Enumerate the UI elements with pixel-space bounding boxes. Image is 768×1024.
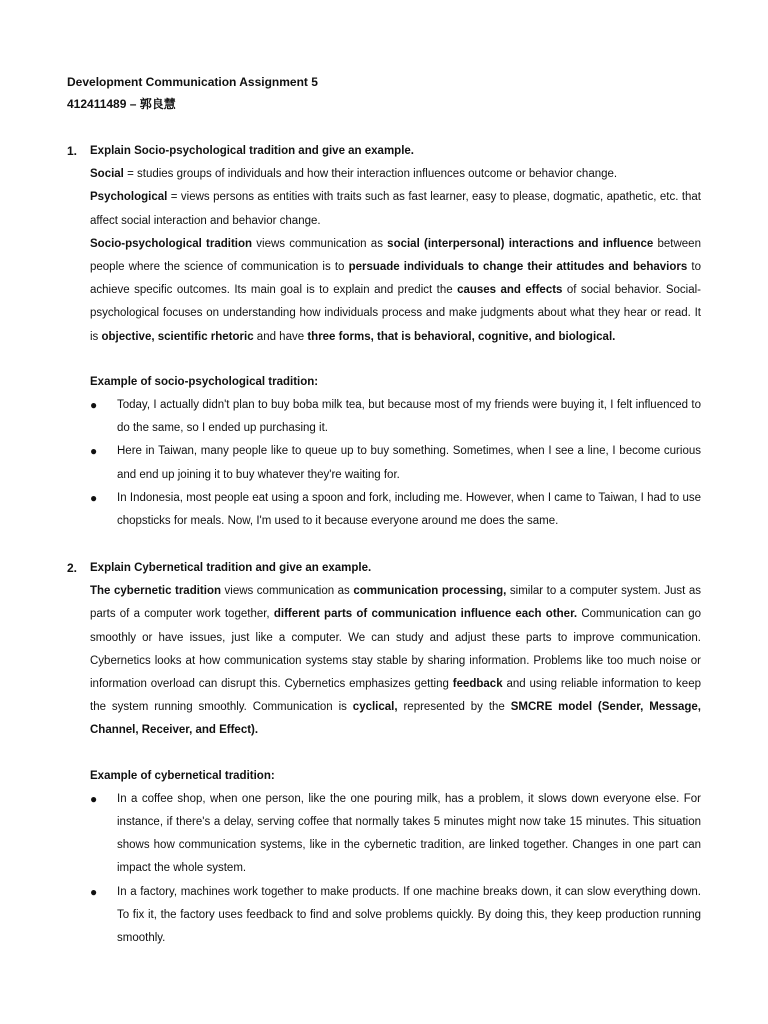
list-item-text: Today, I actually didn't plan to buy boba milk tea, but because most of my friends were buying it, I felt influenced to do the same, so I ended up purchasing it. bbox=[117, 399, 701, 435]
example-heading: Example of cybernetical tradition: bbox=[90, 769, 275, 782]
spacer bbox=[90, 743, 701, 765]
bold-text-run: Socio-psychological tradition bbox=[90, 237, 253, 250]
example-heading: Example of socio-psychological tradition: bbox=[90, 375, 319, 388]
list-item-text: In Indonesia, most people eat using a spoon and fork, including me. However, when I came to Taiwan, I had to use chopsticks for meals. Now, I'm used to it because everyone around me does the same. bbox=[117, 491, 701, 528]
section-2 bbox=[67, 557, 701, 950]
text-run: views communication as bbox=[221, 585, 354, 598]
bold-text-run: SMCRE model (Sender, Message, Channel, Receiver, and Effect). bbox=[90, 701, 702, 737]
section-heading: Explain Socio-psychological tradition and give an example. bbox=[90, 145, 414, 157]
student-id-name: 412411489 – 郭良慧 bbox=[67, 97, 176, 111]
text-run: of social behavior. Social-psychological focuses on understanding how individuals process and make judgments about what they hear or read. It is bbox=[90, 284, 701, 343]
list-item bbox=[90, 394, 701, 440]
text-run: = studies groups of individuals and how their interaction influences outcome or behavior change. bbox=[123, 168, 618, 181]
bold-text-run: objective, scientific rhetoric bbox=[101, 330, 254, 343]
document-title: Development Communication Assignment 5 bbox=[67, 75, 318, 89]
text-run: represented by the bbox=[397, 701, 511, 714]
bullet-icon: ● bbox=[90, 444, 98, 459]
bold-text-run: three forms, that is behavioral, cognitive, and biological. bbox=[307, 330, 616, 343]
bold-text-run: Social bbox=[90, 168, 124, 181]
text-run: similar to a computer system. Just as parts of a computer work together, bbox=[90, 585, 701, 621]
list-item bbox=[90, 881, 701, 951]
bullet-icon: ● bbox=[90, 884, 98, 899]
bold-text-run: feedback bbox=[452, 678, 503, 691]
list-item bbox=[90, 788, 701, 881]
spacer bbox=[90, 349, 701, 371]
section-body bbox=[90, 140, 701, 533]
paragraph-socio-psychological bbox=[90, 233, 701, 349]
bullet-icon: ● bbox=[90, 791, 98, 806]
list-item-text: Here in Taiwan, many people like to queue up to buy something. Sometimes, when I see a line, I become curious and end up joining it to buy whatever they're waiting for. bbox=[117, 445, 701, 481]
list-item bbox=[90, 440, 701, 486]
bullet-icon: ● bbox=[90, 398, 98, 413]
text-run: to achieve specific outcomes. Its main goal is to explain and predict the bbox=[90, 261, 701, 297]
text-run: views communication as bbox=[252, 237, 388, 250]
example-list bbox=[90, 394, 701, 533]
text-run: between people where the science of communication is to bbox=[90, 237, 701, 274]
bold-text-run: social (interpersonal) interactions and influence bbox=[387, 237, 654, 250]
list-item bbox=[90, 487, 701, 533]
bold-text-run: communication processing, bbox=[353, 585, 507, 598]
section-heading: Explain Cybernetical tradition and give an example. bbox=[90, 562, 372, 574]
section-number: 2. bbox=[67, 561, 78, 575]
bold-text-run: causes and effects bbox=[457, 284, 563, 297]
bold-text-run: The cybernetic tradition bbox=[90, 585, 222, 598]
section-number: 1. bbox=[67, 144, 78, 158]
section-body bbox=[90, 557, 701, 950]
paragraph-psychological bbox=[90, 186, 701, 232]
text-run: Communication can go smoothly or have issues, just like a computer. We can study and adjust these parts to improve communication. Cybernetics looks at how communication systems stay stable by sharing information. Problems like too much noise or information overload can disrupt this. Cybernetics emphasizes getting bbox=[90, 608, 702, 691]
bullet-icon: ● bbox=[90, 490, 98, 505]
bold-text-run: cyclical, bbox=[352, 701, 398, 714]
list-item-text: In a coffee shop, when one person, like the one pouring milk, has a problem, it slows down everyone else. For instance, if there's a delay, serving coffee that normally takes 5 minutes might now take 15 minutes. This situation shows how communication systems, like in the cybernetic tradition, are linked together. Changes in one part can impact the whole system. bbox=[117, 792, 701, 875]
section-1 bbox=[67, 140, 701, 533]
bold-text-run: Psychological bbox=[90, 191, 168, 204]
bold-text-run: different parts of communication influence each other. bbox=[273, 608, 578, 621]
paragraph-social bbox=[90, 163, 701, 186]
list-item-text: In a factory, machines work together to make products. If one machine breaks down, it can slow everything down. To fix it, the factory uses feedback to find and solve problems quickly. By doing this, they keep production running smoothly. bbox=[117, 885, 701, 945]
bold-text-run: persuade individuals to change their attitudes and behaviors bbox=[348, 261, 688, 274]
text-run: = views persons as entities with traits such as fast learner, easy to please, dogmatic, apathetic, etc. that affect social interaction and behavior change. bbox=[90, 191, 701, 227]
example-list bbox=[90, 788, 701, 950]
text-run: and using reliable information to keep the system running smoothly. Communication is bbox=[90, 678, 701, 714]
text-run: and have bbox=[253, 330, 308, 343]
paragraph-cybernetic bbox=[90, 580, 701, 742]
